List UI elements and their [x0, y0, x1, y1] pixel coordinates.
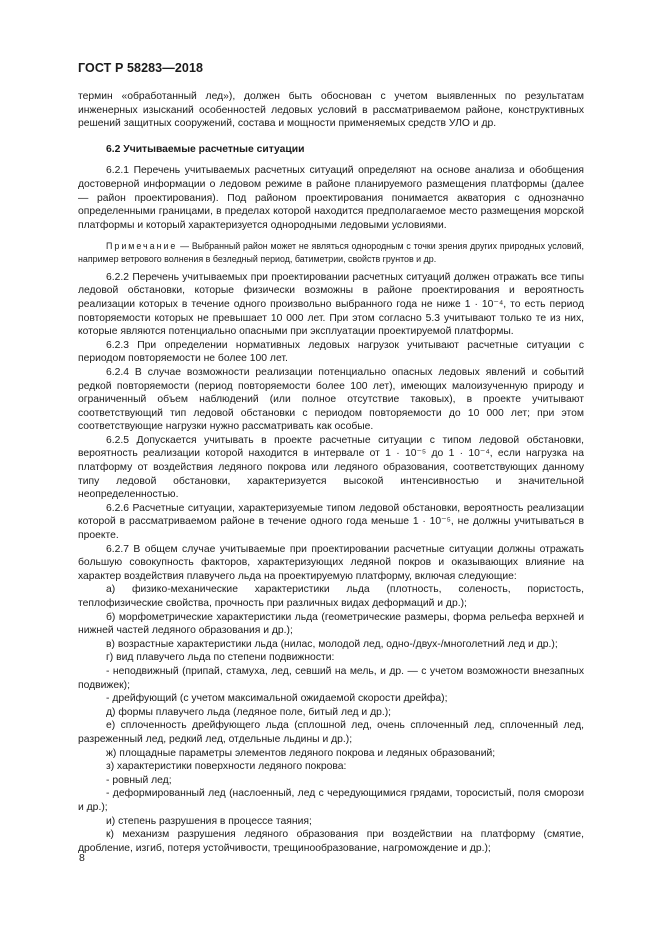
list-item-g: г) вид плавучего льда по степени подвижности:: [106, 652, 335, 664]
note-text: — Выбранный район может не являться однородным с точки зрения других природных условий, например ветрового волнения в безледный период, батиметрии, свойств грунтов и др.: [78, 241, 584, 264]
paragraph-6-2-7: 6.2.7 В общем случае учитываемые при проектировании расчетные ситуации должны отражать большую совокупность факторов, характеризующих ледяной покров и оказывающих влияние на характер воздействия плавучего льда на проектируемую платформу, включая следующие:: [78, 543, 584, 582]
paragraph-6-2-3: 6.2.3 При определении нормативных ледовых нагрузок учитывают расчетные ситуации с периодом повторяемости не более 100 лет.: [78, 339, 584, 365]
list-item-e: е) сплоченность дрейфующего льда (сплошной лед, очень сплоченный лед, сплоченный лед, разреженный лед, редкий лед, отдельные льдины и др.);: [78, 720, 584, 745]
paragraph-continuation: термин «обработанный лед»), должен быть обоснован с учетом выявленных по результатам инженерных изысканий особенностей ледовых условий в рассматриваемом районе, конструктивных решений защитных сооружений, состава и мощности применяемых средств УЛО и др.: [78, 91, 584, 130]
list-item-z: з) характеристики поверхности ледяного покрова:: [106, 761, 347, 773]
list-item-zh: ж) площадные параметры элементов ледяного покрова и ледяных образований;: [106, 747, 496, 759]
paragraph-6-2-1: 6.2.1 Перечень учитываемых расчетных ситуаций определяют на основе анализа и обобщения достоверной информации о ледовом режиме в районе планируемого размещения платформы (далее — район проектирования). Под районом проектирования понимается акватория с однозначно определенными границами, в пределах которой находится предполагаемое место размещения морской платформы и который характеризуется однородными ледовыми условиями.: [78, 165, 584, 231]
list-item-b: б) морфометрические характеристики льда (геометрические размеры, форма рельефа верхней и нижней частей ледяного образования и др.);: [78, 611, 584, 637]
list-item-v: в) возрастные характеристики льда (нилас, молодой лед, одно-/двух-/многолетний лед и др.);: [106, 638, 558, 650]
paragraph-6-2-4: 6.2.4 В случае возможности реализации потенциально опасных ледовых явлений и событий редкой повторяемости (период повторяемости более 100 лет), имеющих малоизученную природу и ограниченный объем наблюдений (или полное отсутствие таковых), в проекте учитывают соответствующий тип ледовой обстановки с периодом повторяемости до 10 000 лет; при этом соответствующие нагрузки нужно рассматривать как особые.: [78, 366, 584, 433]
list-item-k: к) механизм разрушения ледяного образования при воздействии на платформу (смятие, дробление, изгиб, потеря устойчивости, трещинообразование, нагромождение и др.);: [78, 829, 584, 854]
note: [78, 240, 584, 264]
list-item-a: а) физико-механические характеристики льда (плотность, соленость, пористость, теплофизические свойства, прочность при различных видах деформаций и др.);: [78, 584, 584, 609]
page-number: 8: [79, 852, 85, 864]
section-heading: 6.2 Учитываемые расчетные ситуации: [106, 143, 305, 155]
list-subitem-g-2: - дрейфующий (с учетом максимальной ожидаемой скорости дрейфа);: [106, 693, 448, 705]
paragraph-6-2-5: 6.2.5 Допускается учитывать в проекте расчетные ситуации с типом ледовой обстановки, вероятность реализации которой находится в интервале от 1 · 10⁻⁵ до 1 · 10⁻⁴, если нагрузка на платформу от воздействия ледяного покрова или ледяного образования, соответствующих данному типу ледовой обстановки, характеризуется высокой интенсивностью и значительной неопределенностью.: [78, 434, 584, 501]
note-label: Примечание: [106, 241, 178, 252]
document-body: [78, 90, 584, 855]
paragraph-6-2-2: 6.2.2 Перечень учитываемых при проектировании расчетных ситуаций должен отражать все типы ледовой обстановки, которые физически возможны в районе проектирования и вероятность реализации которых в течение одного произвольно выбранного года не ниже 1 · 10⁻⁴, то есть период повторяемости которых не превышает 10 000 лет. При этом согласно 5.3 учитывают только те из них, которые являются потенциально опасными при эксплуатации проектируемой платформы.: [78, 271, 584, 338]
list-item-i: и) степень разрушения в процессе таяния;: [106, 815, 312, 827]
list-subitem-z-1: - ровный лед;: [106, 774, 172, 786]
list-subitem-g-1: - неподвижный (припай, стамуха, лед, севший на мель, и др. — с учетом возможности внезапных подвижек);: [78, 665, 584, 691]
paragraph-6-2-6: 6.2.6 Расчетные ситуации, характеризуемые типом ледовой обстановки, вероятность реализации которой в рассматриваемом районе в течение одного года меньше 1 · 10⁻⁵, не должны учитываться в проекте.: [78, 502, 584, 542]
list-subitem-z-2: - деформированный лед (наслоенный, лед с чередующимися грядами, торосистый, поля сморози и др.);: [78, 788, 584, 813]
document-header: ГОСТ Р 58283—2018: [78, 61, 204, 75]
list-item-d: д) формы плавучего льда (ледяное поле, битый лед и др.);: [106, 706, 392, 718]
